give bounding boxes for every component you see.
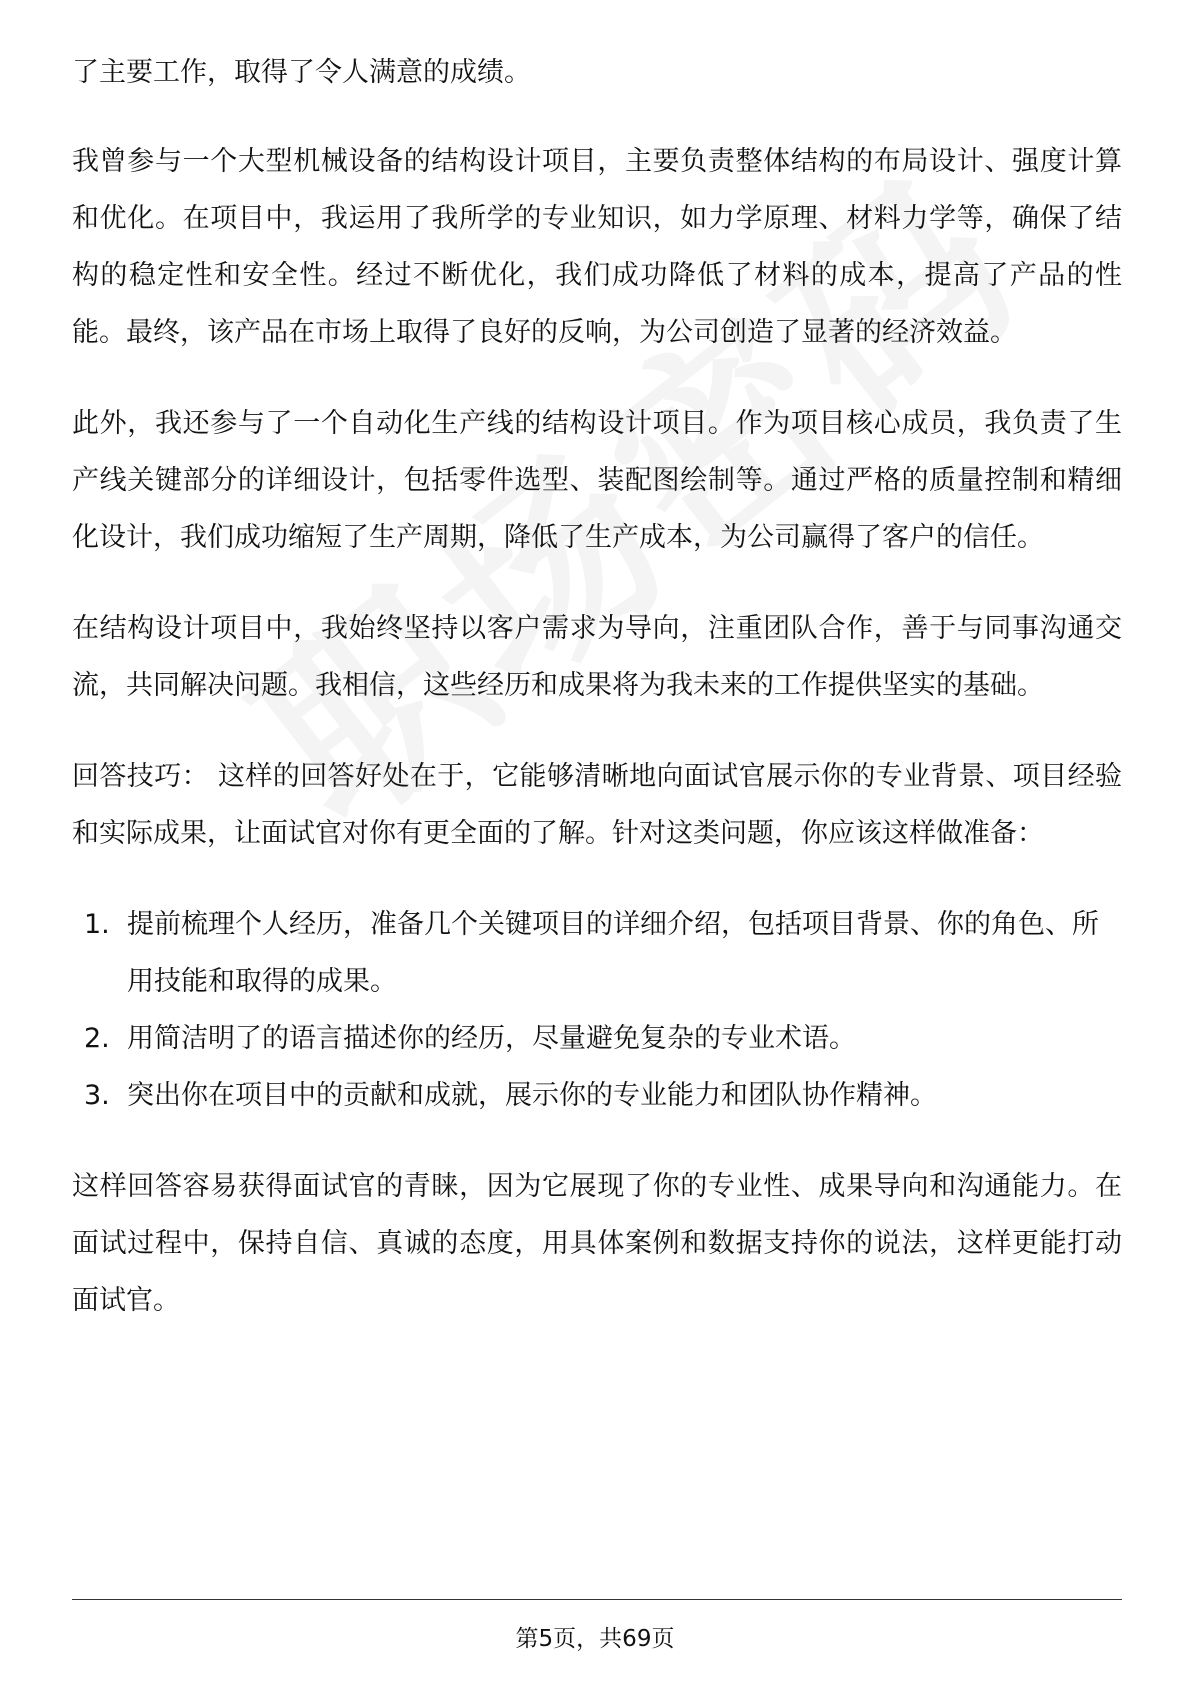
page-content: [72, 44, 1122, 1363]
paragraph-continuation: 了主要工作，取得了令人满意的成绩。: [72, 57, 531, 88]
preparation-list: [72, 896, 1122, 1124]
list-item: [72, 896, 1122, 1010]
paragraph-closing: 这样回答容易获得面试官的青睐，因为它展现了你的专业性、成果导向和沟通能力。在面试过程中，保持自信、真诚的态度，用具体案例和数据支持你的说法，这样更能打动面试官。: [72, 1171, 1122, 1316]
list-item-number: 1.: [84, 909, 110, 940]
list-item-text: 用简洁明了的语言描述你的经历，尽量避免复杂的专业术语。: [127, 1023, 856, 1054]
list-item: [72, 1067, 1122, 1124]
list-item-text: 提前梳理个人经历，准备几个关键项目的详细介绍，包括项目背景、你的角色、所用技能和取得的成果。: [127, 909, 1099, 997]
page-number: 第5页，共69页: [515, 1626, 675, 1652]
list-item-number: 2.: [84, 1023, 110, 1054]
list-item: [72, 1010, 1122, 1067]
paragraph-answer-tips: 回答技巧： 这样的回答好处在于，它能够清晰地向面试官展示你的专业背景、项目经验和实际成果，让面试官对你有更全面的了解。针对这类问题，你应该这样做准备：: [72, 761, 1122, 849]
paragraph-machinery-project: 我曾参与一个大型机械设备的结构设计项目，主要负责整体结构的布局设计、强度计算和优化。在项目中，我运用了我所学的专业知识，如力学原理、材料力学等，确保了结构的稳定性和安全性。经过不断优化，我们成功降低了材料的成本，提高了产品的性能。最终，该产品在市场上取得了良好的反响，为公司创造了显著的经济效益。: [72, 146, 1122, 348]
list-item-text: 突出你在项目中的贡献和成就，展示你的专业能力和团队协作精神。: [127, 1080, 937, 1111]
list-item-number: 3.: [84, 1080, 110, 1111]
paragraph-automation-project: 此外，我还参与了一个自动化生产线的结构设计项目。作为项目核心成员，我负责了生产线关键部分的详细设计，包括零件选型、装配图绘制等。通过严格的质量控制和精细化设计，我们成功缩短了生产周期，降低了生产成本，为公司赢得了客户的信任。: [72, 408, 1122, 553]
paragraph-teamwork: 在结构设计项目中，我始终坚持以客户需求为导向，注重团队合作，善于与同事沟通交流，共同解决问题。我相信，这些经历和成果将为我未来的工作提供坚实的基础。: [72, 613, 1122, 701]
footer-divider: [72, 1599, 1122, 1600]
